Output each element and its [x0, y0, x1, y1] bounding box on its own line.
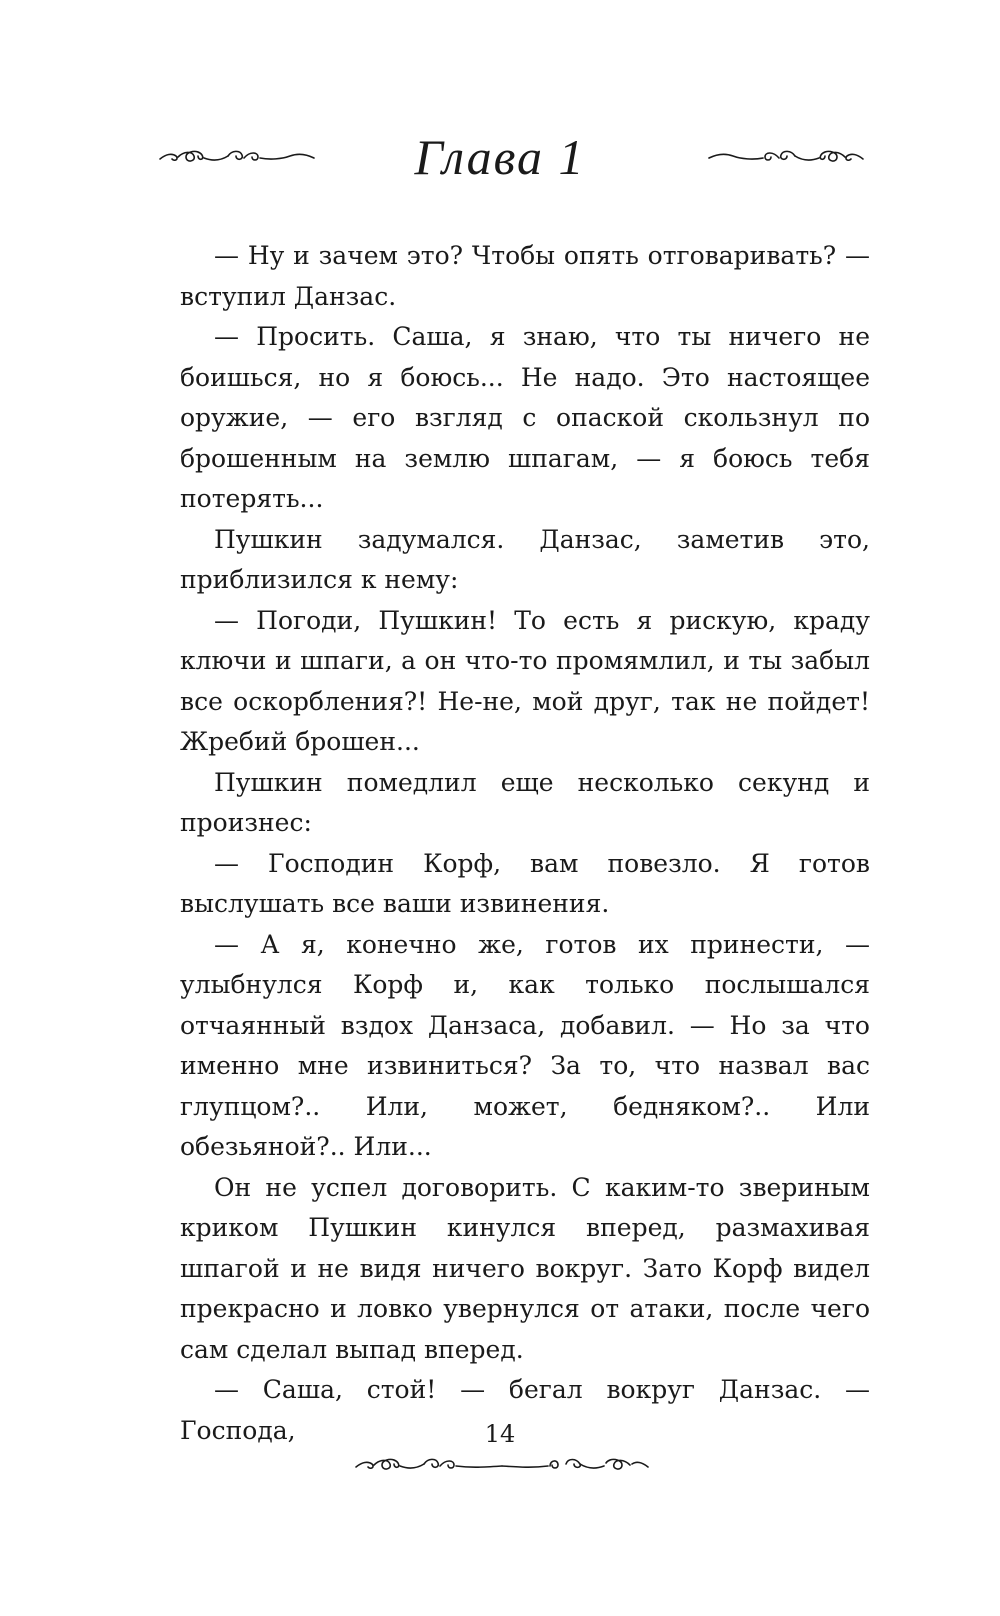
bottom-flourish-icon — [352, 1450, 652, 1476]
chapter-header — [0, 118, 1000, 198]
right-flourish-icon — [705, 142, 865, 168]
page-number: 14 — [484, 1420, 516, 1448]
paragraph: — Просить. Саша, я знаю, что ты ничего не боишься, но я боюсь... Не надо. Это настоящее оружие, — его взгляд с опаской скользнул по брошенным на землю шпагам, — я боюсь тебя потерять... — [180, 322, 870, 513]
paragraph: — Господин Корф, вам повезло. Я готов выслушать все ваши извинения. — [180, 848, 870, 918]
page-footer — [0, 1420, 1000, 1500]
paragraph: Он не успел договорить. С каким-то звериным криком Пушкин кинулся вперед, размахивая шпагой и не видя ничего вокруг. Зато Корф видел прекрасно и ловко увернулся от атаки, после чего сам сделал выпад вперед. — [180, 1172, 870, 1364]
paragraph: — А я, конечно же, готов их принести, — улыбнулся Корф и, как только послышался отчаянный вздох Данзаса, добавил. — Но за что именно мне извиниться? За то, что назвал вас глупцом?.. Или, может, бедняком?.. Или обезьяной?.. Или... — [180, 929, 870, 1161]
paragraph: Пушкин помедлил еще несколько секунд и произнес: — [180, 767, 870, 837]
chapter-body — [180, 236, 870, 1451]
paragraph: — Ну и зачем это? Чтобы опять отговаривать? — вступил Данзас. — [180, 241, 870, 311]
paragraph: — Погоди, Пушкин! То есть я рискую, краду ключи и шпаги, а он что-то промямлил, и ты забыл все оскорбления?! Не-не, мой друг, так не пойдет! Жребий брошен... — [180, 605, 870, 756]
chapter-title: Глава 1 — [414, 129, 586, 185]
paragraph: — Саша, стой! — бегал вокруг Данзас. — Господа, — [180, 1375, 870, 1445]
paragraph: Пушкин задумался. Данзас, заметив это, приблизился к нему: — [180, 524, 870, 594]
